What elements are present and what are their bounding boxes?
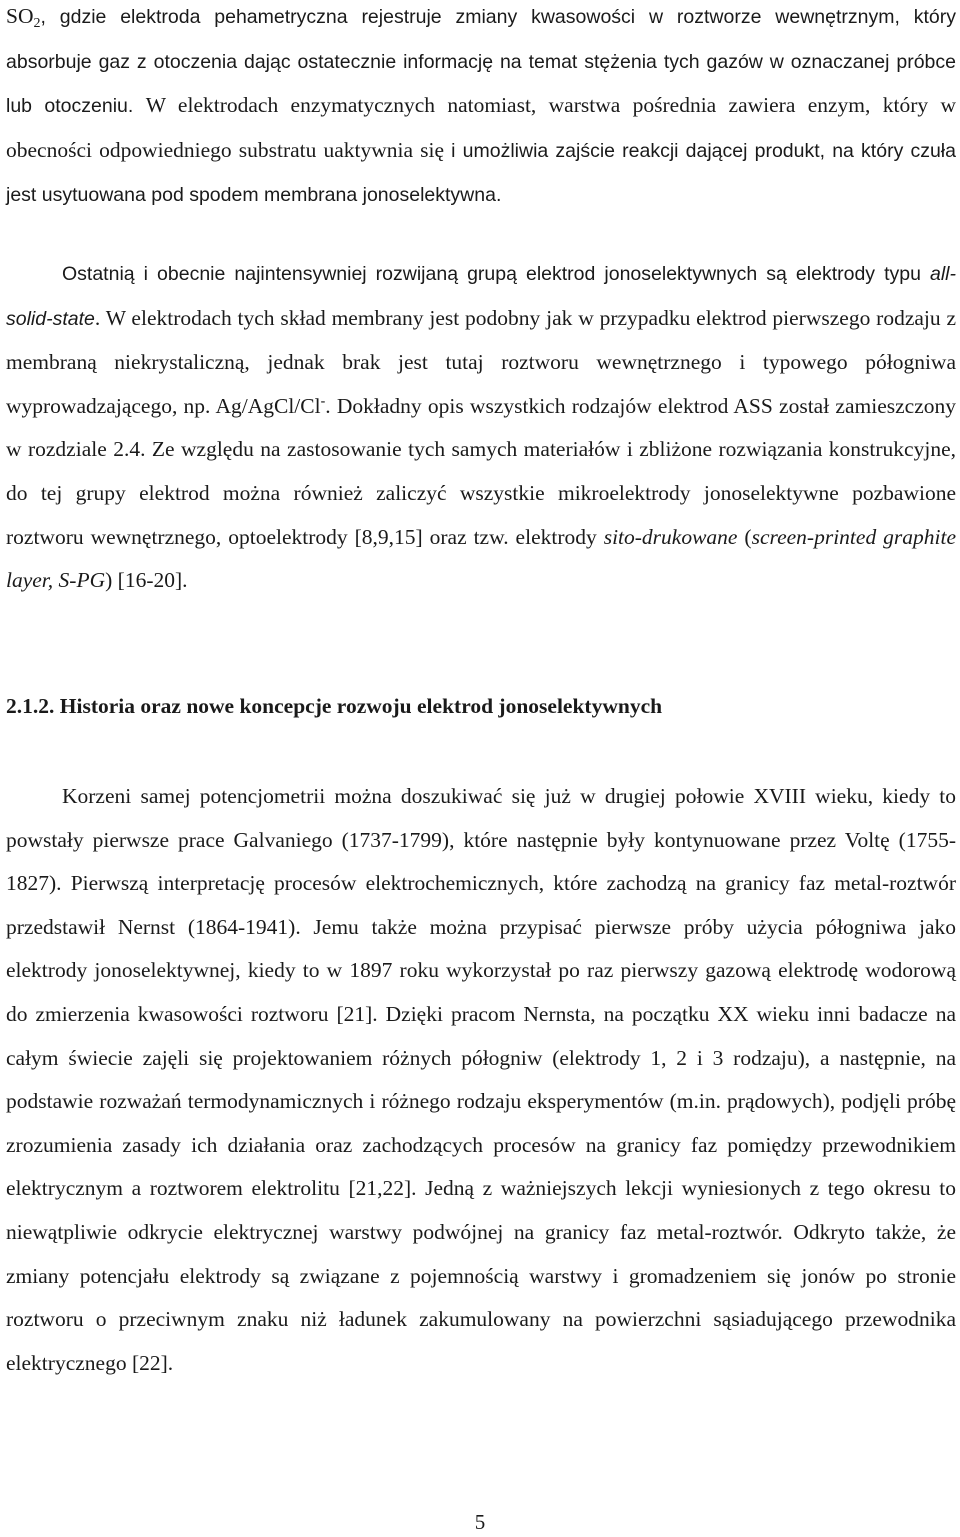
paragraph-2-text-d: ( bbox=[737, 524, 752, 549]
paragraph-2-text-e: ) [16-20]. bbox=[105, 568, 188, 593]
paragraph-2-italic-a: all-solid-state bbox=[6, 263, 956, 330]
paragraph-2-text-c: . Dokładny opis wszystkich rodzajów elektrod ASS został zamieszczony w rozdziale 2.4. Ze względu na zastosowanie tych samych materiałów i zbliżone rozwiązania konstrukcyjne, do tej grupy elektrod można również zaliczyć wszystkie mikroelektrody jonoselektywne pozbawione roztworu wewnętrznego, optoelektrody [8,9,15] oraz tzw. elektrody bbox=[6, 393, 956, 549]
paragraph-3 bbox=[6, 775, 956, 1385]
chloride-charge: - bbox=[320, 393, 326, 409]
page-number: 5 bbox=[474, 1510, 486, 1534]
paragraph-1 bbox=[6, 0, 956, 218]
paragraph-2-italic-c: sito-drukowane bbox=[603, 524, 738, 549]
paragraph-2-text-b: . W elektrodach tych skład membrany jest podobny jak w przypadku elektrod pierwszego rodzaju z membraną niekrystaliczną, jednak brak jest tutaj roztworu wewnętrznego i typowego półogniwa wyprowadzającego, np. Ag/AgCl/Cl bbox=[6, 305, 956, 418]
paragraph-1-text-a: , gdzie elektroda pehametryczna rejestruje zmiany kwasowości w roztworze wewnętrznym, który absorbuje gaz z otoczenia dając ostatecznie informację na temat stężenia tych gazów w oznaczanej próbce lub otoczeniu. bbox=[6, 6, 956, 118]
paragraph-2 bbox=[6, 252, 956, 603]
paragraph-1-text-b: W elektrodach enzymatycznych natomiast, warstwa pośrednia zawiera enzym, który w obecności odpowiedniego substratu uaktywnia się bbox=[6, 93, 956, 162]
paragraph-2-text-a: Ostatnią i obecnie najintensywniej rozwijaną grupą elektrod jonoselektywnych są elektrody typu bbox=[62, 263, 930, 285]
paragraph-2-italic-d: screen-printed graphite layer, S-PG bbox=[6, 524, 956, 593]
chemical-formula: $SO_2$ bbox=[6, 4, 41, 31]
section-heading: 2.1.2. Historia oraz nowe koncepcje rozwoju elektrod jonoselektywnych bbox=[6, 694, 663, 718]
paragraph-1-text-c: i umożliwia zajście reakcji dającej produkt, na który czuła jest usytuowana pod spodem membrana jonoselektywna. bbox=[6, 139, 956, 207]
paragraph-3-text: Korzeni samej potencjometrii można doszukiwać się już w drugiej połowie XVIII wieku, kiedy to powstały pierwsze prace Galvaniego (1737-1799), które następnie były kontynuowane przez Voltę (1755-1827). Pierwszą interpretację procesów elektrochemicznych, które zachodzą na granicy faz metal-roztwór przedstawił Nernst (1864-1941). Jemu także można przypisać pierwsze próby użycia półogniwa jako elektrody jonoselektywnej, kiedy to w 1897 roku wykorzystał po raz pierwszy gazową elektrodę wodorową do zmierzenia kwasowości roztworu [21]. Dzięki pracom Nernsta, na początku XX wieku inni badacze na całym świecie zajęli się projektowaniem różnych półogniw (elektrody 1, 2 i 3 rodzaju), a następnie, na podstawie rozważań termodynamicznych i różnego rodzaju eksperymentów (m.in. prądowych), podjęli próbę zrozumienia zasady ich działania oraz zachodzących procesów na granicy faz pomiędzy przewodnikiem elektrycznym a roztworem elektrolitu [21,22]. Jedną z ważniejszych lekcji wyniesionych z tego okresu to niewątpliwie odkrycie elektrycznej warstwy podwójnej na granicy faz metal-roztwór. Odkryto także, że zmiany potencjału elektrody są związane z pojemnością warstwy i gromadzeniem się jonów po stronie roztworu o przeciwnym znaku niż ładunek zakumulowany na powierzchni sąsiadującego przewodnika elektrycznego [22]. bbox=[6, 784, 956, 1375]
